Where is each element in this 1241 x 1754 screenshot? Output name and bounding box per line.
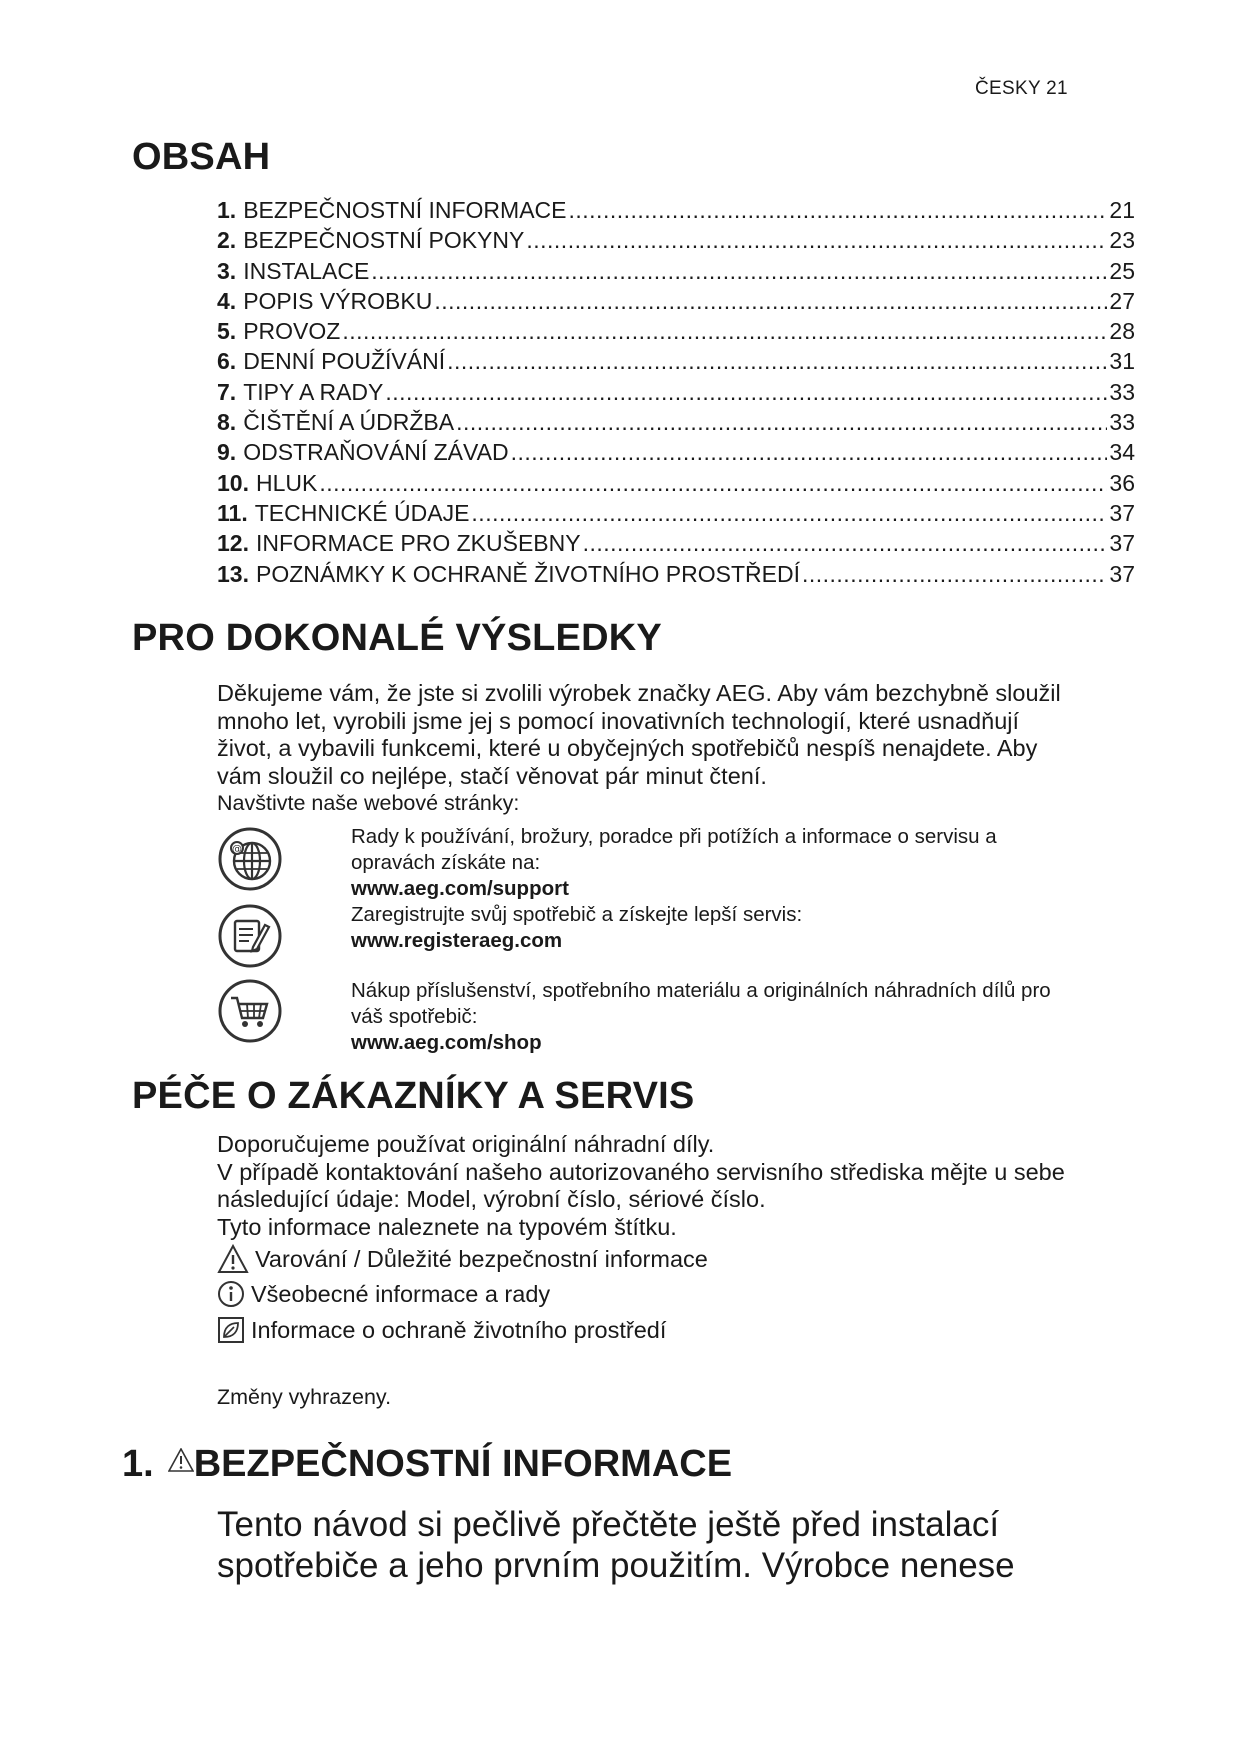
toc-number: 12. <box>217 530 249 557</box>
toc-leader <box>434 288 1107 315</box>
toc-number: 11. <box>217 499 248 526</box>
svg-text:@: @ <box>232 844 242 855</box>
toc-number: 5. <box>217 318 237 345</box>
toc-number: 6. <box>217 348 237 375</box>
results-heading: PRO DOKONALÉ VÝSLEDKY <box>132 617 662 659</box>
toc-entry[interactable] <box>217 258 1135 288</box>
safety-line: spotřebiče a jeho prvním použitím. Výrobce nenese <box>217 1546 1015 1585</box>
toc-leader <box>385 379 1107 406</box>
toc-leader <box>471 500 1107 527</box>
changes-reserved: Změny vyhrazeny. <box>217 1385 392 1409</box>
toc-title: TECHNICKÉ ÚDAJE <box>254 499 470 526</box>
toc-entry[interactable] <box>217 227 1135 257</box>
intro-line: Navštivte naše webové stránky: <box>217 791 520 815</box>
toc-entry[interactable] <box>217 197 1135 227</box>
toc-entry[interactable] <box>217 379 1135 409</box>
toc-page: 28 <box>1109 318 1135 345</box>
toc-number: 13. <box>217 560 249 587</box>
toc-number: 2. <box>217 227 237 254</box>
safety-number: 1. <box>122 1443 154 1485</box>
toc-number: 8. <box>217 409 237 436</box>
warning-icon <box>217 1244 249 1274</box>
toc-title: HLUK <box>255 469 318 496</box>
intro-line: vám sloužil co nejlépe, stačí věnovat pár minut čtení. <box>217 762 767 789</box>
toc-title: ČIŠTĚNÍ A ÚDRŽBA <box>243 409 455 436</box>
safety-text <box>217 1504 1167 1586</box>
toc-leader <box>456 409 1107 436</box>
toc-page: 27 <box>1109 287 1135 314</box>
care-heading: PÉČE O ZÁKAZNÍKY A SERVIS <box>132 1075 695 1117</box>
safety-title: BEZPEČNOSTNÍ INFORMACE <box>193 1443 733 1485</box>
globe-icon <box>217 826 283 892</box>
intro-line: život, a vybavili funkcemi, které u obyčejných spotřebičů nespíš nenajdete. Aby <box>217 735 1038 761</box>
toc-leader <box>511 439 1108 466</box>
toc-leader <box>526 227 1107 254</box>
page-language-label: ČESKY 21 <box>975 78 1068 99</box>
legend-text: Informace o ochraně životního prostředí <box>251 1316 667 1343</box>
toc-number: 3. <box>217 257 237 284</box>
care-line: následující údaje: Model, výrobní číslo, sériové číslo. <box>217 1186 766 1212</box>
toc-leader <box>371 258 1107 285</box>
results-intro <box>217 680 1137 818</box>
toc-title: POZNÁMKY K OCHRANĚ ŽIVOTNÍHO PROSTŘEDÍ <box>255 560 800 587</box>
service-line: opravách získáte na: <box>351 851 541 874</box>
service-shop <box>351 978 1131 1056</box>
toc-page: 31 <box>1109 348 1135 375</box>
toc-title: DENNÍ POUŽÍVÁNÍ <box>243 348 446 375</box>
toc-page: 23 <box>1109 227 1135 254</box>
safety-heading <box>122 1443 732 1486</box>
service-register <box>351 902 1131 954</box>
toc-page: 36 <box>1109 469 1135 496</box>
toc-page: 37 <box>1109 560 1135 587</box>
service-line: Rady k používání, brožury, poradce při potížích a informace o servisu a <box>351 825 997 848</box>
warning-icon <box>168 1448 194 1472</box>
service-line: Nákup příslušenství, spotřebního materiálu a originálních náhradních dílů pro <box>351 979 1051 1002</box>
toc-title: INFORMACE PRO ZKUŠEBNY <box>255 530 581 557</box>
toc-title: BEZPEČNOSTNÍ INFORMACE <box>243 197 567 223</box>
toc-number: 10. <box>217 469 249 496</box>
toc-page: 37 <box>1109 530 1135 557</box>
intro-line: Děkujeme vám, že jste si zvolili výrobek značky AEG. Aby vám bezchybně sloužil <box>217 680 1061 706</box>
toc-entry[interactable] <box>217 348 1135 378</box>
safety-line: Tento návod si pečlivě přečtěte ještě před instalací <box>217 1505 1000 1544</box>
legend-text: Všeobecné informace a rady <box>251 1280 551 1307</box>
legend-environment <box>217 1316 666 1344</box>
toc-entry[interactable] <box>217 500 1135 530</box>
toc-page: 25 <box>1109 257 1135 284</box>
care-text <box>217 1131 1137 1241</box>
info-icon <box>217 1280 245 1308</box>
service-support <box>351 824 1131 902</box>
toc-leader <box>319 470 1107 497</box>
register-icon <box>217 903 283 969</box>
toc-entry[interactable] <box>217 439 1135 469</box>
intro-line: mnoho let, vyrobili jsme jej s pomocí inovativních technologií, které usnadňují <box>217 707 1020 734</box>
toc-leader <box>583 530 1108 557</box>
table-of-contents <box>217 197 1135 591</box>
cart-icon <box>217 978 283 1044</box>
support-link[interactable]: www.aeg.com/support <box>351 877 569 900</box>
toc-heading: OBSAH <box>132 136 271 178</box>
toc-title: INSTALACE <box>243 257 370 284</box>
toc-title: BEZPEČNOSTNÍ POKYNY <box>243 227 525 254</box>
service-line: váš spotřebič: <box>351 1005 478 1028</box>
toc-number: 4. <box>217 287 237 314</box>
legend-warning <box>217 1244 708 1274</box>
legend-info <box>217 1280 550 1308</box>
toc-leader <box>342 318 1107 345</box>
care-line: V případě kontaktování našeho autorizovaného servisního střediska mějte u sebe <box>217 1158 1065 1185</box>
toc-number: 7. <box>217 378 237 405</box>
toc-title: POPIS VÝROBKU <box>243 287 433 314</box>
toc-entry[interactable] <box>217 288 1135 318</box>
leaf-icon <box>217 1316 245 1344</box>
toc-leader <box>569 197 1108 224</box>
care-line: Doporučujeme používat originální náhradní díly. <box>217 1131 715 1157</box>
toc-page: 33 <box>1109 409 1135 436</box>
register-link[interactable]: www.registeraeg.com <box>351 929 563 952</box>
service-line: Zaregistrujte svůj spotřebič a získejte lepší servis: <box>351 903 803 926</box>
toc-entry[interactable] <box>217 409 1135 439</box>
toc-page: 33 <box>1109 378 1135 405</box>
toc-title: ODSTRAŇOVÁNÍ ZÁVAD <box>243 439 509 466</box>
toc-entry[interactable] <box>217 470 1135 500</box>
toc-page: 34 <box>1109 439 1135 466</box>
toc-number: 1. <box>217 197 237 223</box>
toc-entry[interactable] <box>217 530 1135 560</box>
legend-text: Varování / Důležité bezpečnostní informace <box>255 1245 708 1272</box>
care-line: Tyto informace naleznete na typovém štítku. <box>217 1213 677 1240</box>
toc-entry[interactable] <box>217 561 1135 591</box>
toc-leader <box>802 561 1107 588</box>
toc-page: 21 <box>1109 197 1135 223</box>
shop-link[interactable]: www.aeg.com/shop <box>351 1031 542 1054</box>
toc-leader <box>447 348 1107 375</box>
toc-title: PROVOZ <box>243 318 341 345</box>
toc-entry[interactable] <box>217 318 1135 348</box>
toc-title: TIPY A RADY <box>243 378 384 405</box>
toc-number: 9. <box>217 439 237 466</box>
toc-page: 37 <box>1109 499 1135 526</box>
